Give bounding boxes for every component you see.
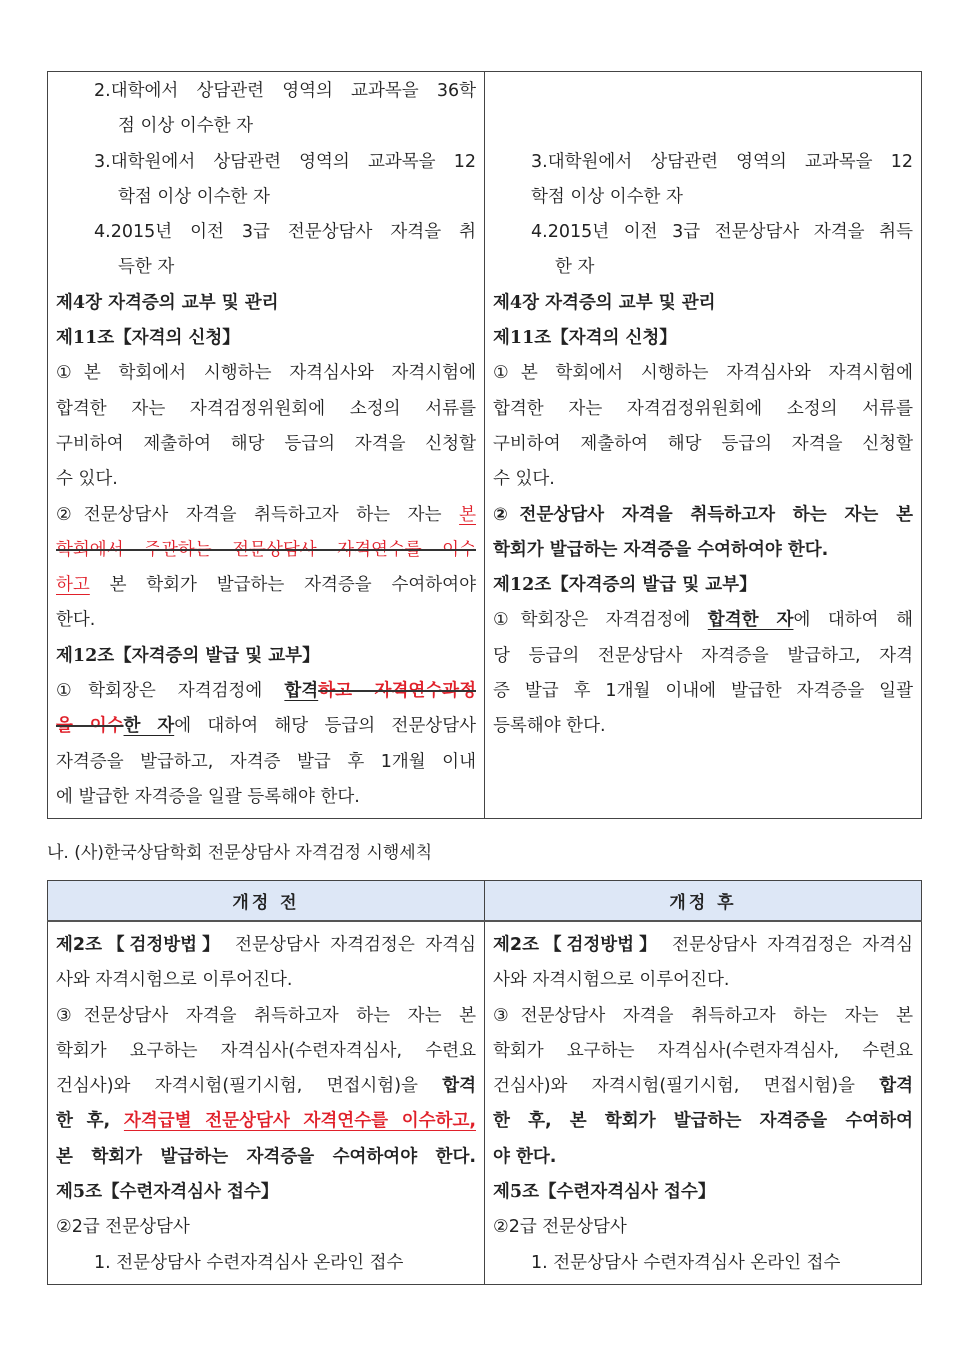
underlined-text: 합격 (284, 681, 319, 702)
blank-line (493, 109, 913, 144)
plain-text: ②전문상담사 자격을 취득하고자 하는 자는 (56, 504, 460, 525)
plain-text: ①학회장은 자격검정에 (56, 681, 285, 702)
p3-line: ③전문상담사 자격을 취득하고자 하는 자는 본 (56, 1005, 476, 1026)
art12-p1-line: 등록해야 한다. (493, 716, 606, 737)
plain-text: 건심사)와 자격시험(필기시험, 면접시험)을 (56, 1076, 443, 1097)
item-4-cont: 득한 자 (118, 257, 175, 278)
art11-p2-line (56, 533, 476, 568)
art5-p2: ②2급 전문상담사 (493, 1217, 627, 1238)
plain-text: 본 학회가 발급하는 자격증을 수여하여야 (89, 575, 476, 596)
underlined-text: 합격한 자 (707, 610, 794, 631)
art5-item-1: 1. 전문상담사 수련자격심사 온라인 접수 (531, 1252, 841, 1273)
plain-text: ①학회장은 자격검정에 (493, 610, 708, 631)
art11-p1-line: 구비하여 제출하여 해당 등급의 자격을 신청할 (56, 433, 476, 454)
header-before: 개정 전 (48, 881, 485, 922)
bold-text: 합격 (879, 1076, 913, 1097)
after-column-cell (485, 72, 922, 819)
deleted-text: 자격급별 전문상담사 자격연수를 이수하고, (123, 1111, 476, 1132)
art11-p1-line: ①본 학회에서 시행하는 자격심사와 자격시험에 (56, 363, 476, 384)
article-5-title: 제5조【수련자격심사 접수】 (493, 1182, 716, 1203)
article-12-title: 제12조【자격증의 발급 및 교부】 (493, 575, 757, 596)
bold-text: 한 후, (56, 1111, 124, 1132)
art12-p1-line (56, 674, 476, 709)
amendment-table-enforcement-rules (47, 880, 922, 1285)
art12-p1-line (493, 603, 913, 638)
deleted-text: 본 (459, 504, 476, 525)
deleted-text: 학회에서 주관하는 전문상담사 자격연수를 이수 (56, 539, 476, 560)
art11-p1-line: ①본 학회에서 시행하는 자격심사와 자격시험에 (493, 363, 913, 384)
art11-p1-line: 수 있다. (56, 469, 118, 490)
deleted-text: 을 이수 (56, 716, 124, 737)
art12-p1-line (56, 709, 476, 744)
underlined-text: 한 자 (123, 716, 175, 737)
item-4-line: 4.2015년 이전 3급 전문상담사 자격을 취득 (531, 222, 913, 243)
item-3-cont: 학점 이상 이수한 자 (531, 186, 683, 207)
item-3-line: 3.대학원에서 상담관련 영역의 교과목을 12 (94, 151, 476, 172)
after-column-cell (485, 921, 922, 1284)
article-2-title: 제2조【검정방법】 (493, 935, 662, 955)
art11-p2-line (56, 498, 476, 533)
header-after: 개정 후 (485, 881, 922, 922)
art12-p1-line: 자격증을 발급하고, 자격증 발급 후 1개월 이내 (56, 751, 476, 772)
item-2-cont: 점 이상 이수한 자 (118, 116, 254, 137)
art11-p1-line: 구비하여 제출하여 해당 등급의 자격을 신청할 (493, 433, 913, 454)
p3-line: 한 후, 본 학회가 발급하는 자격증을 수여하여 (493, 1111, 913, 1132)
art11-p1-line: 합격한 자는 자격검정위원회에 소정의 서류를 (493, 398, 913, 419)
article-2-title: 제2조【검정방법】 (56, 935, 225, 955)
art11-p2-line: 한다. (56, 610, 96, 631)
plain-text: 전문상담사 자격검정은 자격심 (224, 935, 476, 955)
art5-item-1: 1. 전문상담사 수련자격심사 온라인 접수 (94, 1252, 404, 1273)
before-column-cell (48, 72, 485, 819)
plain-text: 에 대하여 해 (793, 610, 913, 631)
art2-line (56, 928, 476, 963)
section-caption: 나. (사)한국상담학회 전문상담사 자격검정 시행세칙 (47, 843, 433, 863)
chapter-heading: 제4장 자격증의 교부 및 관리 (493, 292, 716, 313)
p3-line: 학회가 요구하는 자격심사(수련자격심사, 수련요 (493, 1040, 913, 1061)
item-4-line: 4.2015년 이전 3급 전문상담사 자격을 취 (94, 222, 476, 243)
art2-line: 사와 자격시험으로 이루어진다. (56, 970, 293, 991)
item-4-cont: 한 자 (555, 257, 595, 278)
deleted-text: 하고 (56, 575, 90, 596)
bold-text: 합격 (442, 1076, 476, 1097)
art2-line (493, 928, 913, 963)
p3-line: 본 학회가 발급하는 자격증을 수여하여야 한다. (56, 1146, 476, 1167)
p3-line (493, 1069, 913, 1104)
plain-text: 전문상담사 자격검정은 자격심 (661, 935, 913, 955)
art2-line: 사와 자격시험으로 이루어진다. (493, 970, 730, 991)
item-2-line: 2.대학에서 상담관련 영역의 교과목을 36학 (94, 81, 476, 101)
chapter-heading: 제4장 자격증의 교부 및 관리 (56, 292, 279, 313)
art12-p1-line: 에 발급한 자격증을 일괄 등록해야 한다. (56, 786, 360, 807)
article-12-title: 제12조【자격증의 발급 및 교부】 (56, 645, 320, 666)
p3-line (56, 1069, 476, 1104)
item-3-cont: 학점 이상 이수한 자 (118, 186, 270, 207)
p3-line: 야 한다. (493, 1146, 557, 1167)
art5-p2: ②2급 전문상담사 (56, 1217, 190, 1238)
art11-p2-line: ②전문상담사 자격을 취득하고자 하는 자는 본 (493, 504, 913, 525)
article-11-title: 제11조【자격의 신청】 (493, 328, 677, 349)
deleted-text: 하고 자격연수과정 (318, 681, 476, 702)
art12-p1-line: 증 발급 후 1개월 이내에 발급한 자격증을 일괄 (493, 681, 913, 702)
article-11-title: 제11조【자격의 신청】 (56, 328, 240, 349)
amendment-table-regulations (47, 71, 922, 819)
p3-line: 학회가 요구하는 자격심사(수련자격심사, 수련요 (56, 1040, 476, 1061)
plain-text: 에 대하여 해당 등급의 전문상담사 (174, 716, 476, 737)
blank-line (493, 74, 913, 109)
art11-p1-line: 합격한 자는 자격검정위원회에 소정의 서류를 (56, 398, 476, 419)
plain-text: 건심사)와 자격시험(필기시험, 면접시험)을 (493, 1076, 880, 1097)
art11-p2-line: 학회가 발급하는 자격증을 수여하여야 한다. (493, 539, 829, 560)
article-5-title: 제5조【수련자격심사 접수】 (56, 1182, 279, 1203)
p3-line (56, 1104, 476, 1139)
p3-line: ③전문상담사 자격을 취득하고자 하는 자는 본 (493, 1005, 913, 1026)
before-column-cell (48, 921, 485, 1284)
art11-p2-line (56, 568, 476, 603)
art12-p1-line: 당 등급의 전문상담사 자격증을 발급하고, 자격 (493, 645, 913, 666)
item-3-line: 3.대학원에서 상담관련 영역의 교과목을 12 (531, 151, 913, 172)
art11-p1-line: 수 있다. (493, 469, 555, 490)
